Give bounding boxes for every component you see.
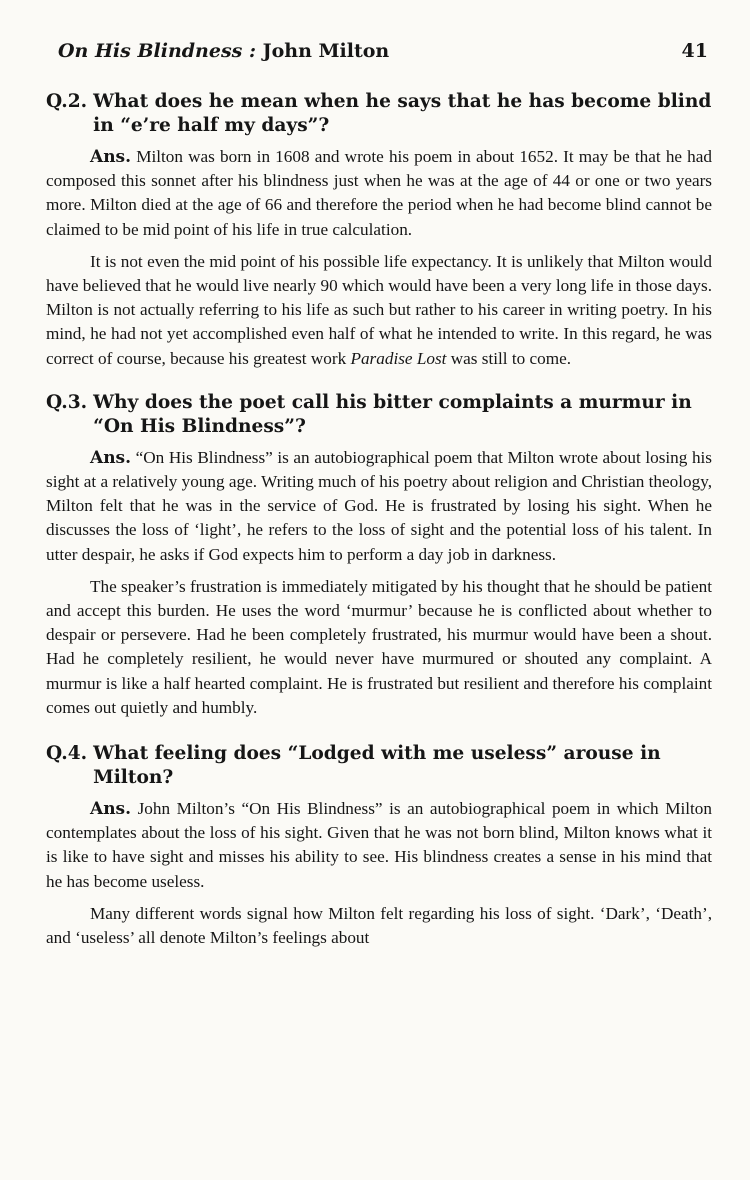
question-3: [46, 391, 712, 439]
answer-paragraph: [46, 446, 712, 567]
answer-text: “On His Blindness” is an autobiographical poem that Milton wrote about losing his sight at a relatively young age. Writing much of his poetry about religion and Christian theology, Milton felt that he was in the service of God. He is frustrated by losing his sight. When he discusses the loss of ‘light’, he refers to the loss of sight and the potential loss of his talent. In utter despair, he asks if God expects him to perform a day job in darkness.: [46, 447, 712, 564]
question-number: Q.4.: [46, 743, 88, 765]
question-number: Q.2.: [46, 91, 88, 112]
running-header: [58, 40, 708, 62]
answer-text: was still to come.: [446, 348, 572, 368]
author-name: John Milton: [262, 40, 390, 62]
page-number: 41: [681, 40, 708, 62]
answer-label: Ans.: [90, 799, 132, 820]
answer-paragraph: [46, 902, 712, 950]
question-4: [46, 742, 712, 790]
answer-text: Many different words signal how Milton felt regarding his loss of sight. ‘Dark’, ‘Death’, and ‘useless’ all denote Milton’s feelings about: [46, 903, 712, 948]
answer-text: John Milton’s “On His Blindness” is an autobiographical poem in which Milton contemplates about the loss of his sight. Given that he was not born blind, Milton knows what it is like to have sight and misses his ability to see. His blindness creates a sense in his mind that he has become useless.: [46, 799, 712, 891]
question-text: What does he mean when he says that he has become blind in “e’re half my days”?: [93, 91, 712, 136]
answer-text: The speaker’s frustration is immediately mitigated by his thought that he should be patient and accept this burden. He uses the word ‘murmur’ because he is conflicted about whether to despair or persevere. Had he been completely frustrated, his murmur would have been a shout. Had he completely resilient, he would never have murmured or shouted any complaint. A murmur is like a half hearted complaint. He is frustrated but resilient and therefore his complaint comes out quietly and humbly.: [46, 576, 712, 717]
running-title: [58, 40, 389, 62]
answer-paragraph: [46, 250, 712, 371]
question-text: What feeling does “Lodged with me useless” arouse in Milton?: [93, 743, 661, 789]
answer-paragraph: [46, 575, 712, 720]
answer-text: Milton was born in 1608 and wrote his poem in about 1652. It may be that he had composed this sonnet after his blindness just when he was at the age of 44 or one or two years more. Milton died at the age of 66 and therefore the period when he had become blind cannot be claimed to be mid point of his life in true calculation.: [46, 147, 712, 239]
poem-title: On His Blindness :: [58, 40, 256, 62]
work-title: Paradise Lost: [350, 348, 447, 368]
question-2: [46, 90, 712, 138]
question-text: Why does the poet call his bitter complaints a murmur in “On His Blindness”?: [93, 391, 692, 437]
answer-text: It is not even the mid point of his possible life expectancy. It is unlikely that Milton would have believed that he would live nearly 90 which would have been a very long life in those days. Milton is not actually referring to his life as such but rather to his career in writing poetry. In his mind, he had not yet accomplished even half of what he intended to write. In this regard, he was correct of course, because his greatest work: [46, 251, 712, 368]
answer-paragraph: [46, 145, 712, 242]
page-content: [46, 90, 712, 958]
answer-label: Ans.: [90, 447, 132, 468]
answer-paragraph: [46, 797, 712, 894]
answer-label: Ans.: [90, 147, 132, 167]
question-number: Q.3.: [46, 391, 88, 413]
